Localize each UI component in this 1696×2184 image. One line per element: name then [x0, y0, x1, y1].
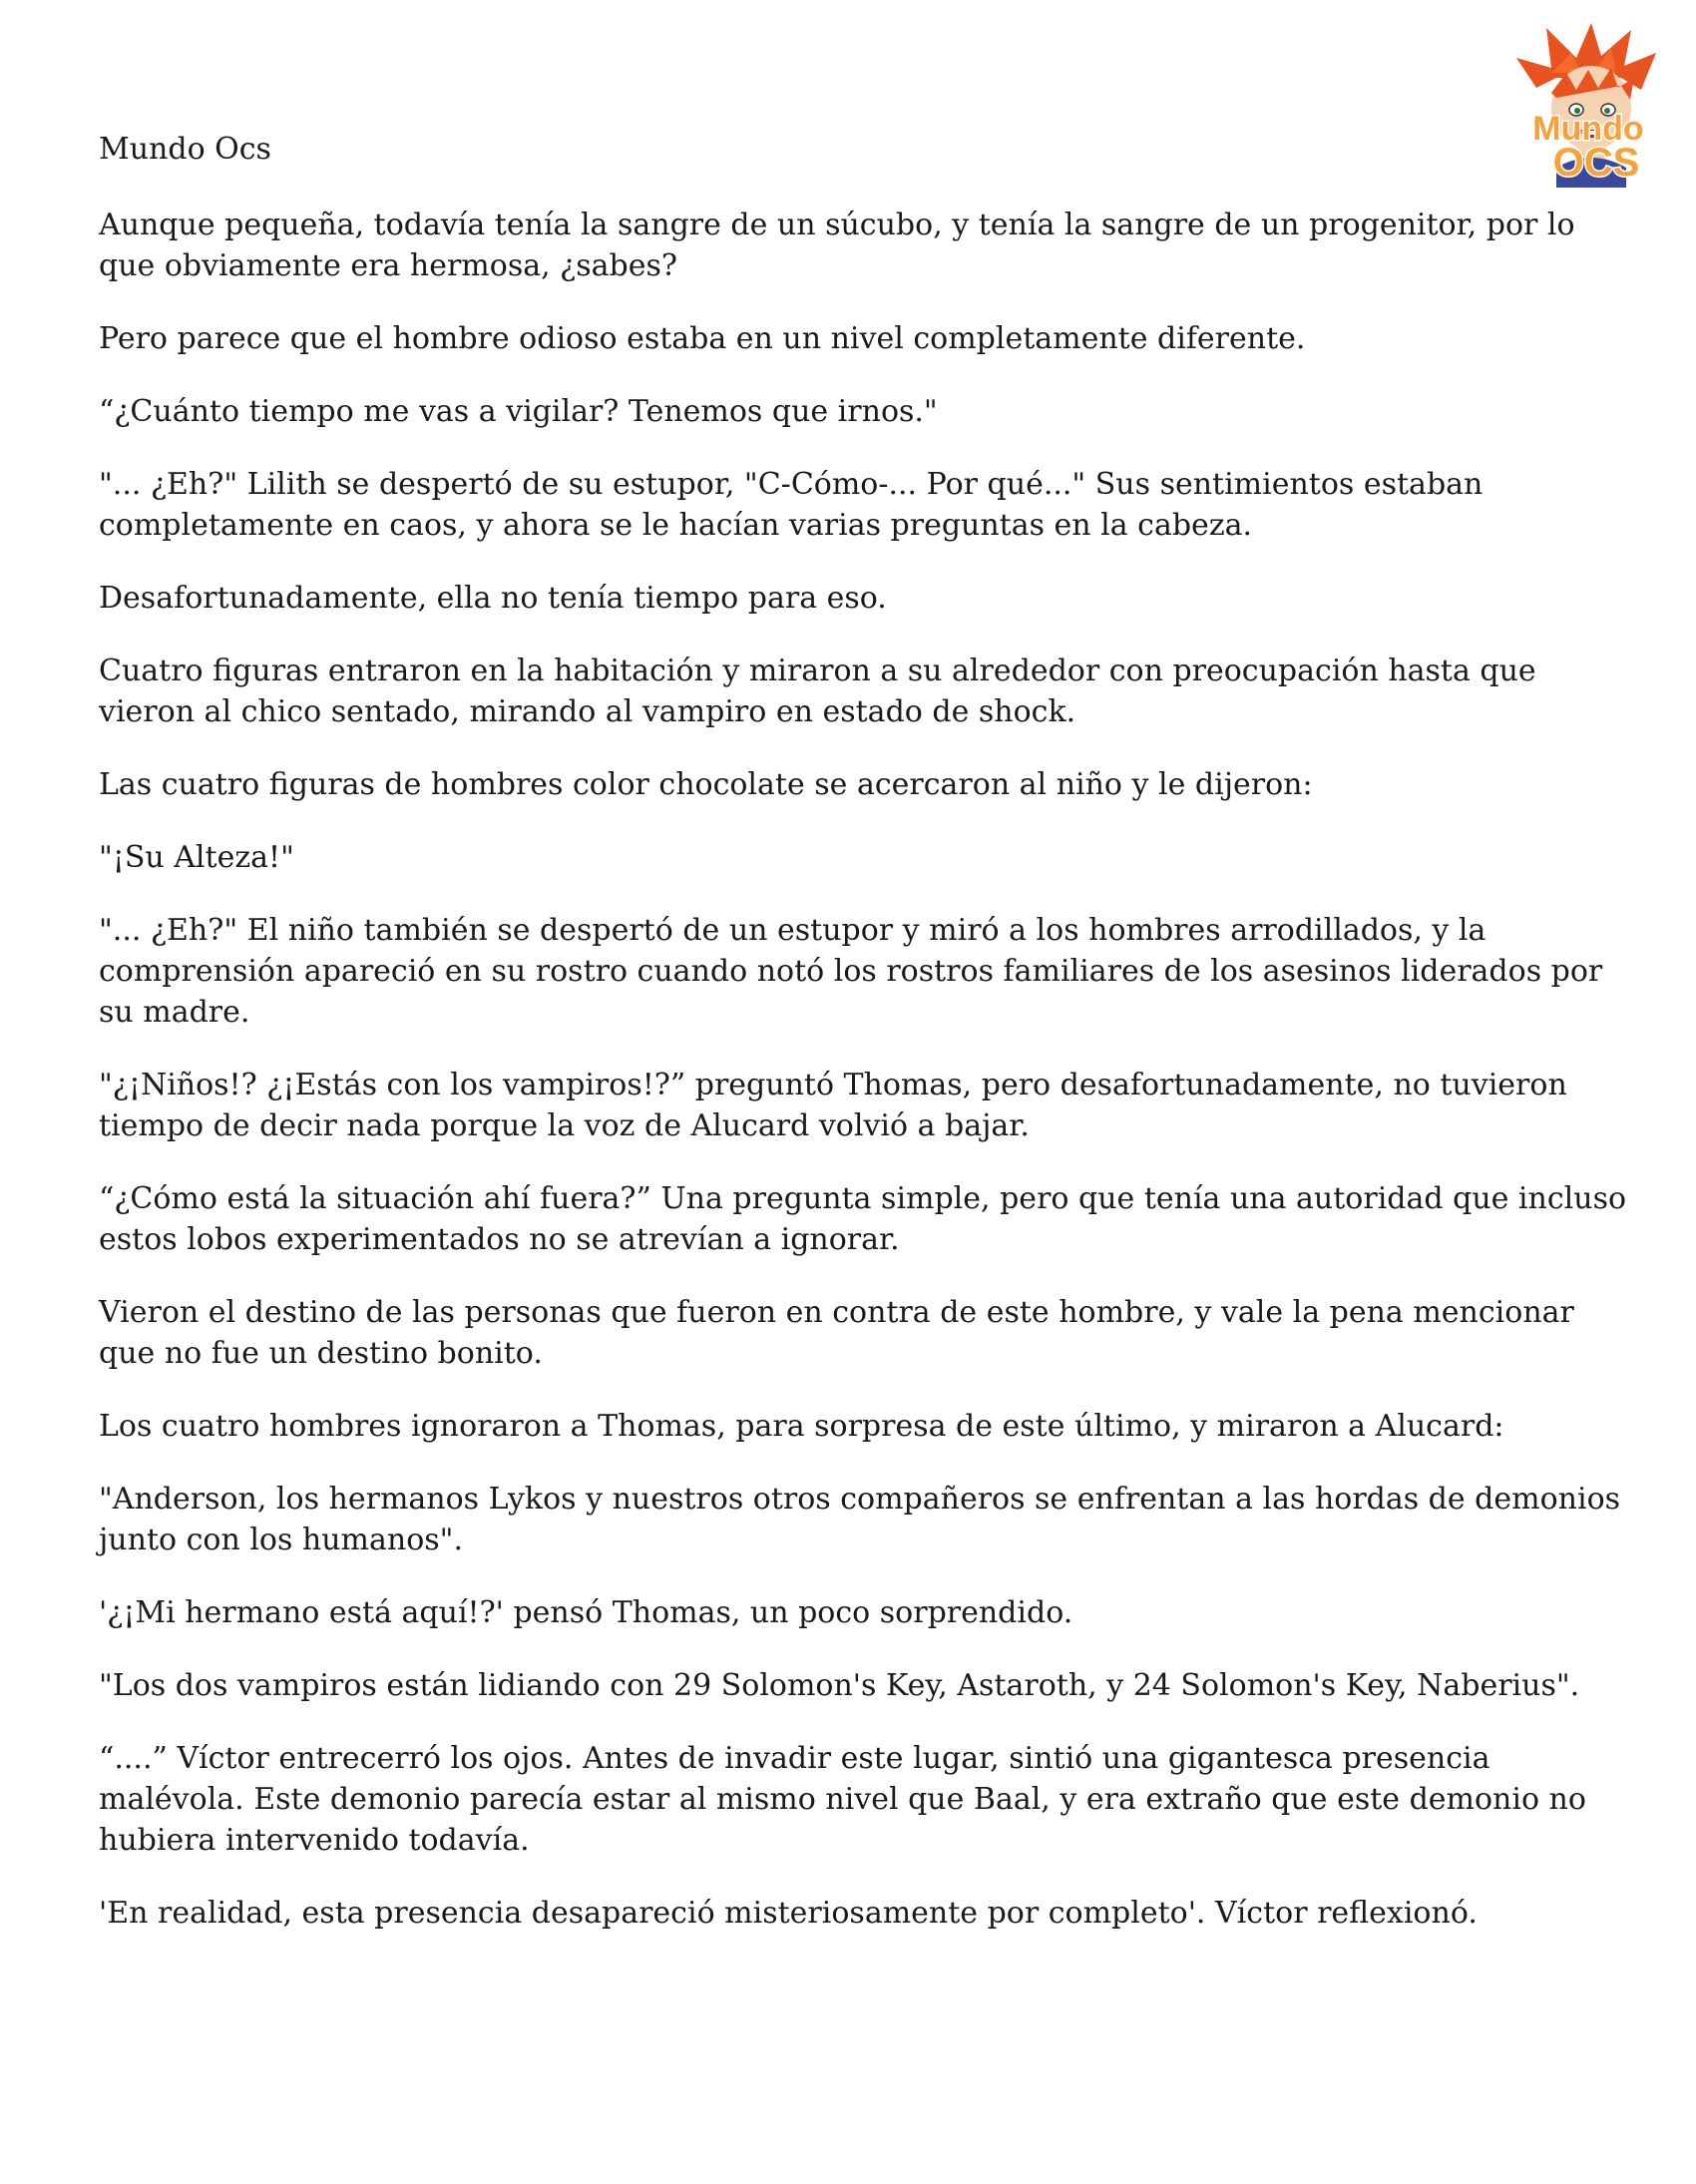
paragraph: "... ¿Eh?" El niño también se despertó de un estupor y miró a los hombres arrodillados, y la comprensión apareció en su rostro cuando notó los rostros familiares de los asesinos liderados por su madre.: [99, 913, 1603, 1030]
paragraph: Cuatro figuras entraron en la habitación y miraron a su alrededor con preocupación hasta que vieron al chico sentado, mirando al vampiro en estado de shock.: [99, 654, 1536, 729]
paragraph: Vieron el destino de las personas que fueron en contra de este hombre, y vale la pena mencionar que no fue un destino bonito.: [99, 1295, 1574, 1371]
paragraph: "Los dos vampiros están lidiando con 29 Solomon's Key, Astaroth, y 24 Solomon's Key, Naberius".: [99, 1668, 1580, 1703]
paragraph: “¿Cómo está la situación ahí fuera?” Una pregunta simple, pero que tenía una autoridad que incluso estos lobos experimentados no se atrevían a ignorar.: [99, 1181, 1627, 1257]
story-body: [99, 205, 1635, 1966]
paragraph: Pero parece que el hombre odioso estaba en un nivel completamente diferente.: [99, 321, 1306, 356]
paragraph: "¿¡Niños!? ¿¡Estás con los vampiros!?” preguntó Thomas, pero desafortunadamente, no tuvieron tiempo de decir nada porque la voz de Alucard volvió a bajar.: [99, 1068, 1567, 1143]
paragraph: “....” Víctor entrecerró los ojos. Antes de invadir este lugar, sintió una gigantesca presencia malévola. Este demonio parecía estar al mismo nivel que Baal, y era extraño que este demonio no hubiera intervenido todavía.: [99, 1741, 1586, 1858]
paragraph: "¡Su Alteza!": [99, 840, 294, 875]
mundo-ocs-logo: [1496, 18, 1676, 188]
paragraph: Desafortunadamente, ella no tenía tiempo para eso.: [99, 581, 887, 616]
paragraph: "Anderson, los hermanos Lykos y nuestros otros compañeros se enfrentan a las hordas de demonios junto con los humanos".: [99, 1482, 1621, 1557]
paragraph: '¿¡Mi hermano está aquí!?' pensó Thomas, un poco sorprendido.: [99, 1595, 1073, 1630]
page-header-title: Mundo Ocs: [99, 132, 271, 167]
paragraph: Aunque pequeña, todavía tenía la sangre de un súcubo, y tenía la sangre de un progenitor, por lo que obviamente era hermosa, ¿sabes?: [99, 208, 1575, 283]
paragraph: 'En realidad, esta presencia desapareció misteriosamente por completo'. Víctor reflexionó.: [99, 1896, 1478, 1931]
logo-text-mundo: Mundo: [1532, 110, 1644, 148]
paragraph: Las cuatro figuras de hombres color chocolate se acercaron al niño y le dijeron:: [99, 767, 1313, 802]
logo-text-ocs: OCS: [1552, 141, 1640, 185]
paragraph: "... ¿Eh?" Lilith se despertó de su estupor, "C-Cómo-... Por qué..." Sus sentimientos estaban completamente en caos, y ahora se le hacían varias preguntas en la cabeza.: [99, 467, 1484, 543]
paragraph: Los cuatro hombres ignoraron a Thomas, para sorpresa de este último, y miraron a Alucard:: [99, 1409, 1504, 1444]
paragraph: “¿Cuánto tiempo me vas a vigilar? Tenemos que irnos.": [99, 394, 938, 429]
